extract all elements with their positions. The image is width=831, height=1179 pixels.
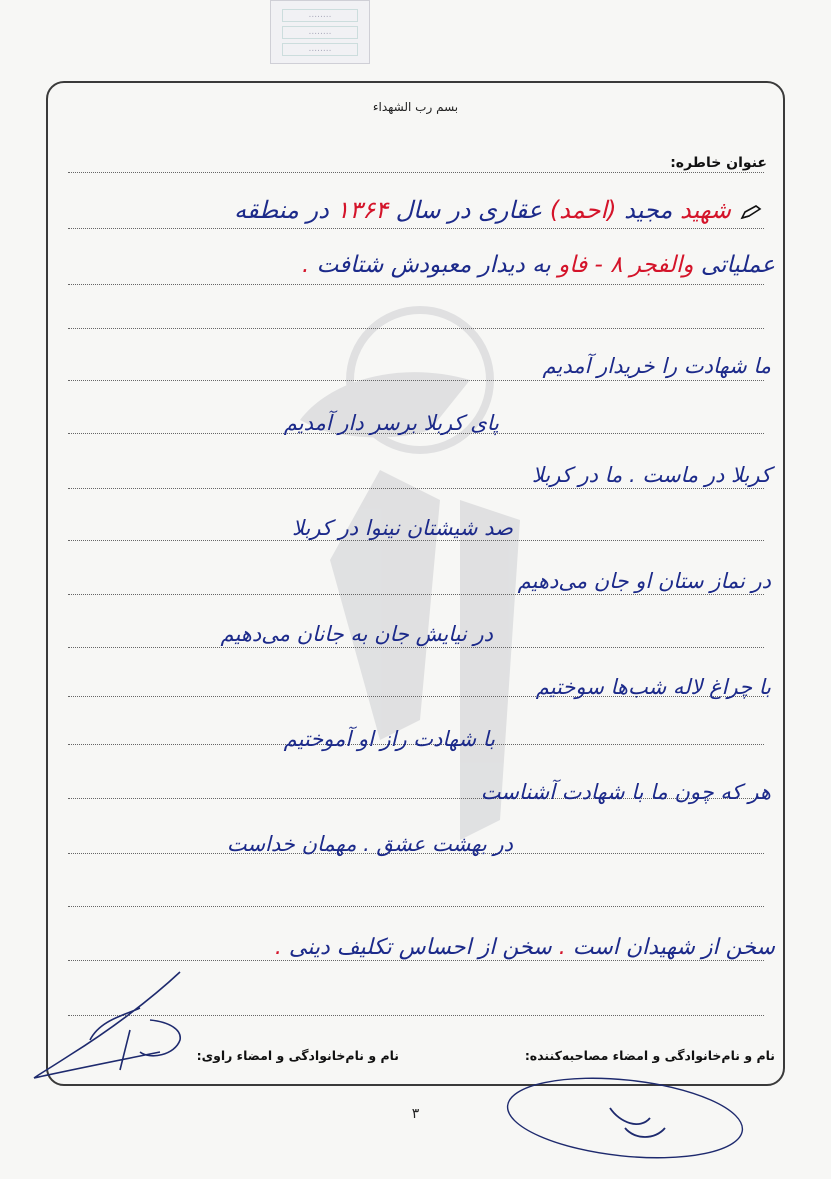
poem-line: در نیایش جان به جانان می‌دهیم: [220, 622, 493, 646]
pen-icon: [740, 204, 762, 220]
dotted-rule: [68, 488, 764, 489]
stamp-row: ........: [282, 9, 358, 22]
poem-line: با شهادت راز او آموختیم: [283, 727, 495, 751]
poem-line: صد شیشتان نینوا در کربلا: [291, 516, 513, 540]
memoir-text: (احمد): [549, 196, 617, 224]
dotted-rule: [68, 172, 764, 173]
dotted-rule: [68, 228, 764, 229]
closing-line: [275, 935, 775, 960]
memoir-line-1: [234, 196, 731, 224]
stamp-row: ........: [282, 43, 358, 56]
memoir-operation: والفجر ۸ - فاو: [558, 252, 694, 278]
memoir-dot: .: [301, 252, 310, 278]
archive-stamp: [270, 0, 370, 64]
closing-text: سخن از احساس تکلیف دینی: [288, 935, 552, 960]
poem-line: ما شهادت را خریدار آمدیم: [542, 354, 771, 378]
poem-line: با چراغ لاله شب‌ها سوختیم: [535, 675, 771, 699]
poem-line: پای کربلا برسر دار آمدیم: [283, 411, 499, 435]
poem-line: هر که چون ما با شهادت آشناست: [480, 780, 771, 804]
dotted-rule: [68, 284, 764, 285]
page-number: ۳: [411, 1106, 420, 1122]
memoir-text: مجید: [624, 196, 673, 224]
memoir-text: در منطقه: [234, 196, 329, 224]
memoir-text: شهید: [679, 196, 731, 224]
closing-dot: .: [274, 935, 282, 960]
memoir-text: عملیاتی: [700, 252, 775, 278]
poem-line: کربلا در ماست . ما در کربلا: [531, 463, 771, 487]
memoir-line-2: [302, 252, 775, 278]
memoir-year: ۱۳۶۴: [336, 196, 388, 224]
memoir-text: به دیدار معبودش شتافت: [316, 252, 551, 278]
memoir-text: عقاری در سال: [395, 196, 543, 224]
page-header: بسم رب الشهداء: [372, 100, 459, 114]
poem-line: در نماز ستان او جان می‌دهیم: [517, 569, 771, 593]
dotted-rule: [68, 380, 764, 381]
closing-text: سخن از شهیدان است: [572, 935, 775, 960]
closing-dot: .: [558, 935, 566, 960]
memoir-title-label: عنوان خاطره:: [670, 155, 767, 171]
poem-line: در بهشت عشق . مهمان خداست: [226, 832, 513, 856]
dotted-rule: [68, 540, 764, 541]
stamp-row: ........: [282, 26, 358, 39]
dotted-rule: [68, 328, 764, 329]
dotted-rule: [68, 647, 764, 648]
interviewer-label: نام و نام‌خانوادگی و امضاء مصاحبه‌کننده:: [524, 1048, 775, 1063]
narrator-label: نام و نام‌خانوادگی و امضاء راوی:: [196, 1048, 399, 1063]
dotted-rule: [68, 960, 764, 961]
dotted-rule: [68, 1015, 764, 1016]
dotted-rule: [68, 594, 764, 595]
dotted-rule: [68, 906, 764, 907]
